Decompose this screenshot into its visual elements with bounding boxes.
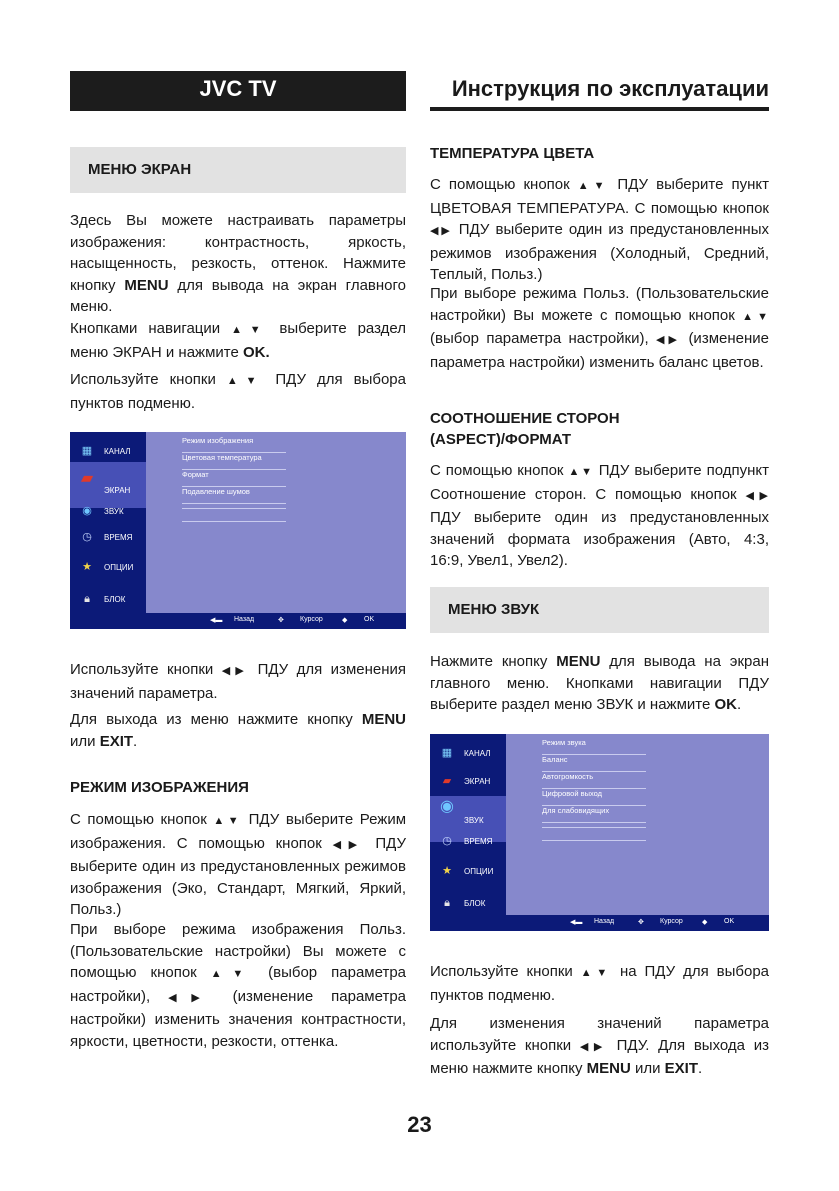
star-icon: ★ xyxy=(82,561,92,573)
menu-item-channel: ▦ КАНАЛ xyxy=(81,445,131,457)
color-balance-paragraph: При выборе режима Польз. (Пользовательские настройки) Вы можете с помощью кнопок ▲▼ (выбор параметра настройки), ◀▶ (изменение параметра настройки) изменить баланс цветов. xyxy=(430,285,769,371)
submenu-item: Автогромкость xyxy=(542,772,646,789)
screen-icon: ▰ xyxy=(442,775,452,787)
submenu-item: Режим звука xyxy=(542,738,646,755)
picture-mode-paragraph: С помощью кнопок ▲▼ ПДУ выберите Режим изображения. С помощью кнопок ◀▶ ПДУ выберите один из предустановленных режимов изображения (Эко, Стандарт, Мягкий, Яркий, Польз.) xyxy=(70,811,407,918)
submenu-item: Подавление шумов xyxy=(182,487,286,504)
star-icon: ★ xyxy=(442,865,452,877)
section-sound-menu: МЕНЮ ЗВУК xyxy=(430,587,769,633)
channel-icon: ▦ xyxy=(441,747,453,759)
section-screen-menu: МЕНЮ ЭКРАН xyxy=(70,147,406,193)
sound-intro-paragraph: Нажмите кнопку MENU для вывода на экран главного меню. Кнопками навигации ПДУ выберите раздел меню ЗВУК и нажмите OK. xyxy=(430,653,769,713)
user-mode-paragraph: При выборе режима изображения Польз. (Пользовательские настройки) Вы можете с помощью кнопок ▲▼ (выбор параметра настройки), ◀▶ (изменение параметра настройки) изменить значения контрастности, яркости, цветности, резкости, оттенка. xyxy=(70,921,407,1050)
cursor-icon: ✥ xyxy=(638,919,644,926)
menu-item-time: ◷ ВРЕМЯ xyxy=(78,530,148,548)
back-icon: ◀▬ xyxy=(570,919,583,926)
nav-paragraph: Кнопками навигации ▲▼ выберите раздел меню ЭКРАН и нажмите OK. xyxy=(70,320,407,361)
menu-item-time: ◷ ВРЕМЯ xyxy=(438,834,508,852)
sound-exit-paragraph: Для изменения значений параметра используйте кнопки ◀▶ ПДУ. Для выхода из меню нажмите кнопку MENU или EXIT. xyxy=(430,1015,769,1077)
color-temp-paragraph: С помощью кнопок ▲▼ ПДУ выберите пункт ЦВЕТОВАЯ ТЕМПЕРАТУРА. С помощью кнопок ◀▶ ПДУ выберите один из предустановленных режимов изображения (Холодный, Средний, Теплый, Польз.) xyxy=(430,176,769,283)
ok-icon: ◆ xyxy=(702,919,708,926)
submenu-divider xyxy=(182,521,286,522)
cursor-icon: ✥ xyxy=(278,617,284,624)
menu-item-lock: 🔒︎ БЛОК xyxy=(438,896,508,914)
lock-icon: 🔒︎ xyxy=(444,897,450,909)
exit-paragraph: Для выхода из меню нажмите кнопку MENU или EXIT. xyxy=(70,711,406,750)
submenu-item: Баланс xyxy=(542,755,646,772)
speaker-icon: ◉ xyxy=(440,798,454,815)
intro-paragraph: Здесь Вы можете настраивать параметры изображения: контрастность, яркость, насыщенность, резкость, оттенок. Нажмите кнопку MENU для вывода на экран главного меню. xyxy=(70,212,406,315)
picture-mode-heading: РЕЖИМ ИЗОБРАЖЕНИЯ xyxy=(70,779,249,796)
submenu-item: Для слабовидящих xyxy=(542,806,646,823)
ok-icon: ◆ xyxy=(342,617,348,624)
submenu-divider xyxy=(182,508,286,509)
submenu-divider xyxy=(542,840,646,841)
menu-item-sound: ◉ ЗВУК xyxy=(440,798,484,825)
change-value-paragraph: Используйте кнопки ◀▶ ПДУ для изменения значений параметра. xyxy=(70,661,407,702)
menu-footer: ◀▬ Назад ✥ Курсор ◆ OK xyxy=(430,915,769,931)
menu-item-channel: ▦ КАНАЛ xyxy=(441,747,491,759)
submenu-divider xyxy=(542,827,646,828)
lock-icon: 🔒︎ xyxy=(84,593,90,605)
brand-header: JVC TV xyxy=(70,71,406,111)
menu-item-sound: ◉ ЗВУК xyxy=(78,504,148,522)
back-icon: ◀▬ xyxy=(210,617,223,624)
menu-item-screen: ▰ ЭКРАН xyxy=(78,480,148,500)
submenu-item: Формат xyxy=(182,470,286,487)
sound-menu-image xyxy=(430,734,769,931)
menu-item-options: ★ ОПЦИИ xyxy=(78,560,148,578)
screen-menu-image xyxy=(70,432,406,629)
clock-icon: ◷ xyxy=(442,835,452,847)
menu-footer: ◀▬ Назад ✥ Курсор ◆ OK xyxy=(70,613,406,629)
submenu-item: Цветовая температура xyxy=(182,453,286,470)
clock-icon: ◷ xyxy=(82,531,92,543)
sound-submenu-paragraph: Используйте кнопки ▲▼ на ПДУ для выбора пунктов подменю. xyxy=(430,963,769,1004)
submenu-item: Режим изображения xyxy=(182,436,286,453)
aspect-paragraph: С помощью кнопок ▲▼ ПДУ выберите подпункт Соотношение сторон. С помощью кнопок ◀▶ ПДУ выберите один из предустановленных значений формата изображения (Авто, 4:3, 16:9, Увел1, Увел2). xyxy=(430,462,770,569)
color-temp-heading: ТЕМПЕРАТУРА ЦВЕТА xyxy=(430,145,595,162)
menu-item-screen: ▰ ЭКРАН xyxy=(438,774,508,792)
aspect-heading: СООТНОШЕНИЕ СТОРОН (ASPECT)/ФОРМАТ xyxy=(430,410,620,448)
speaker-icon: ◉ xyxy=(82,505,92,517)
submenu-item: Цифровой выход xyxy=(542,789,646,806)
manual-title: Инструкция по эксплуатации xyxy=(430,71,769,111)
page-number: 23 xyxy=(407,1112,432,1137)
channel-icon: ▦ xyxy=(81,445,93,457)
menu-item-lock: 🔒︎ БЛОК xyxy=(78,592,148,610)
screen-icon: ▰ xyxy=(80,470,94,487)
submenu-paragraph: Используйте кнопки ▲▼ ПДУ для выбора пунктов подменю. xyxy=(70,371,406,412)
menu-item-options: ★ ОПЦИИ xyxy=(438,864,508,882)
